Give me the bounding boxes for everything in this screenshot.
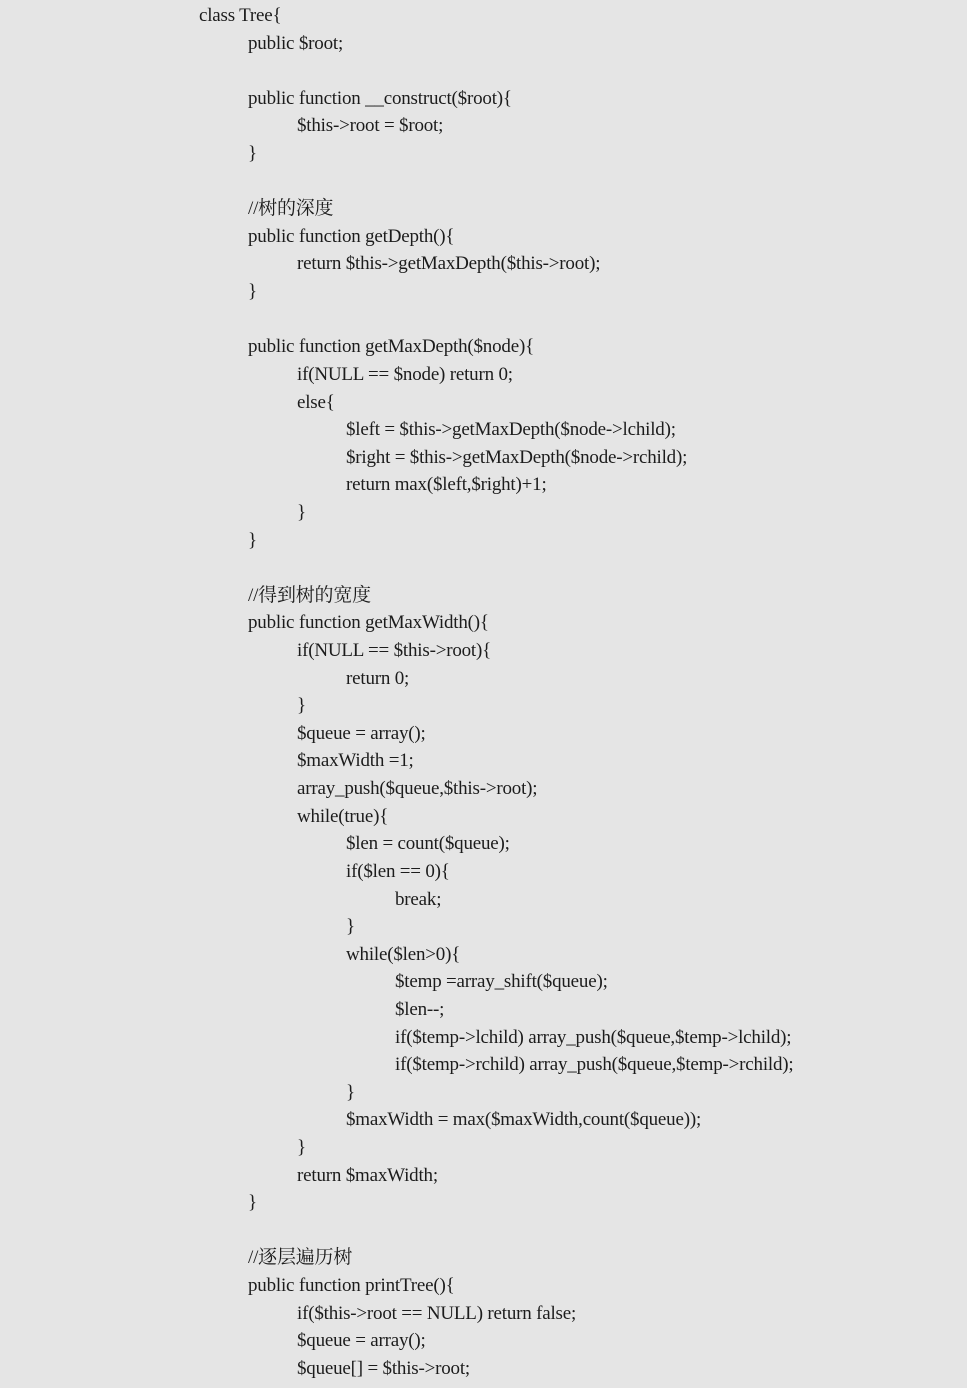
code-comment-line: //得到树的宽度 <box>248 584 371 606</box>
code-line: else{ <box>297 391 335 413</box>
code-line: if($len == 0){ <box>346 860 450 882</box>
code-line: return $this->getMaxDepth($this->root); <box>297 253 601 275</box>
code-listing <box>0 2 967 1382</box>
code-line: while(true){ <box>297 805 389 827</box>
blank-line <box>0 554 967 582</box>
code-line: } <box>297 1136 306 1158</box>
code-line: } <box>248 1192 257 1214</box>
code-line: } <box>346 1081 355 1103</box>
code-line: $this->root = $root; <box>297 115 444 137</box>
code-line: $len--; <box>395 998 445 1020</box>
code-line: if(NULL == $node) return 0; <box>297 363 513 385</box>
code-line: array_push($queue,$this->root); <box>297 778 538 800</box>
code-line: public function printTree(){ <box>248 1275 455 1297</box>
blank-line <box>0 168 967 196</box>
code-line: public function getMaxWidth(){ <box>248 612 489 634</box>
code-line: $temp =array_shift($queue); <box>395 971 608 993</box>
code-line: } <box>297 695 306 717</box>
code-line: $right = $this->getMaxDepth($node->rchild); <box>346 446 688 468</box>
code-line: return $maxWidth; <box>297 1164 438 1186</box>
code-line: $len = count($queue); <box>346 833 510 855</box>
code-line: $queue[] = $this->root; <box>297 1357 471 1379</box>
code-line: if(NULL == $this->root){ <box>297 640 492 662</box>
code-line: if($this->root == NULL) return false; <box>297 1302 577 1324</box>
code-comment-line: //逐层遍历树 <box>248 1247 353 1269</box>
code-line: while($len>0){ <box>346 943 461 965</box>
code-line: if($temp->rchild) array_push($queue,$temp->rchild); <box>395 1054 794 1076</box>
code-line: $maxWidth =1; <box>297 750 414 772</box>
code-line: } <box>297 501 306 523</box>
code-line: public $root; <box>248 32 344 54</box>
code-line: public function getMaxDepth($node){ <box>248 336 534 358</box>
code-line: return max($left,$right)+1; <box>346 474 547 496</box>
code-line: class Tree{ <box>199 5 282 26</box>
code-line: } <box>248 143 257 165</box>
code-comment-line: //树的深度 <box>248 198 334 220</box>
code-line: } <box>248 281 257 303</box>
code-line: $left = $this->getMaxDepth($node->lchild); <box>346 419 676 441</box>
code-line: } <box>248 529 257 551</box>
code-line: return 0; <box>346 667 410 689</box>
code-line: $queue = array(); <box>297 722 426 744</box>
code-line: $queue = array(); <box>297 1330 426 1352</box>
code-line: $maxWidth = max($maxWidth,count($queue)); <box>346 1109 702 1131</box>
code-line: } <box>346 916 355 938</box>
code-line: break; <box>395 888 442 910</box>
blank-line <box>0 1217 967 1245</box>
code-line: public function getDepth(){ <box>248 225 455 247</box>
code-line: public function __construct($root){ <box>248 87 512 109</box>
blank-line <box>0 57 967 85</box>
code-line: if($temp->lchild) array_push($queue,$temp->lchild); <box>395 1026 792 1048</box>
blank-line <box>0 306 967 334</box>
